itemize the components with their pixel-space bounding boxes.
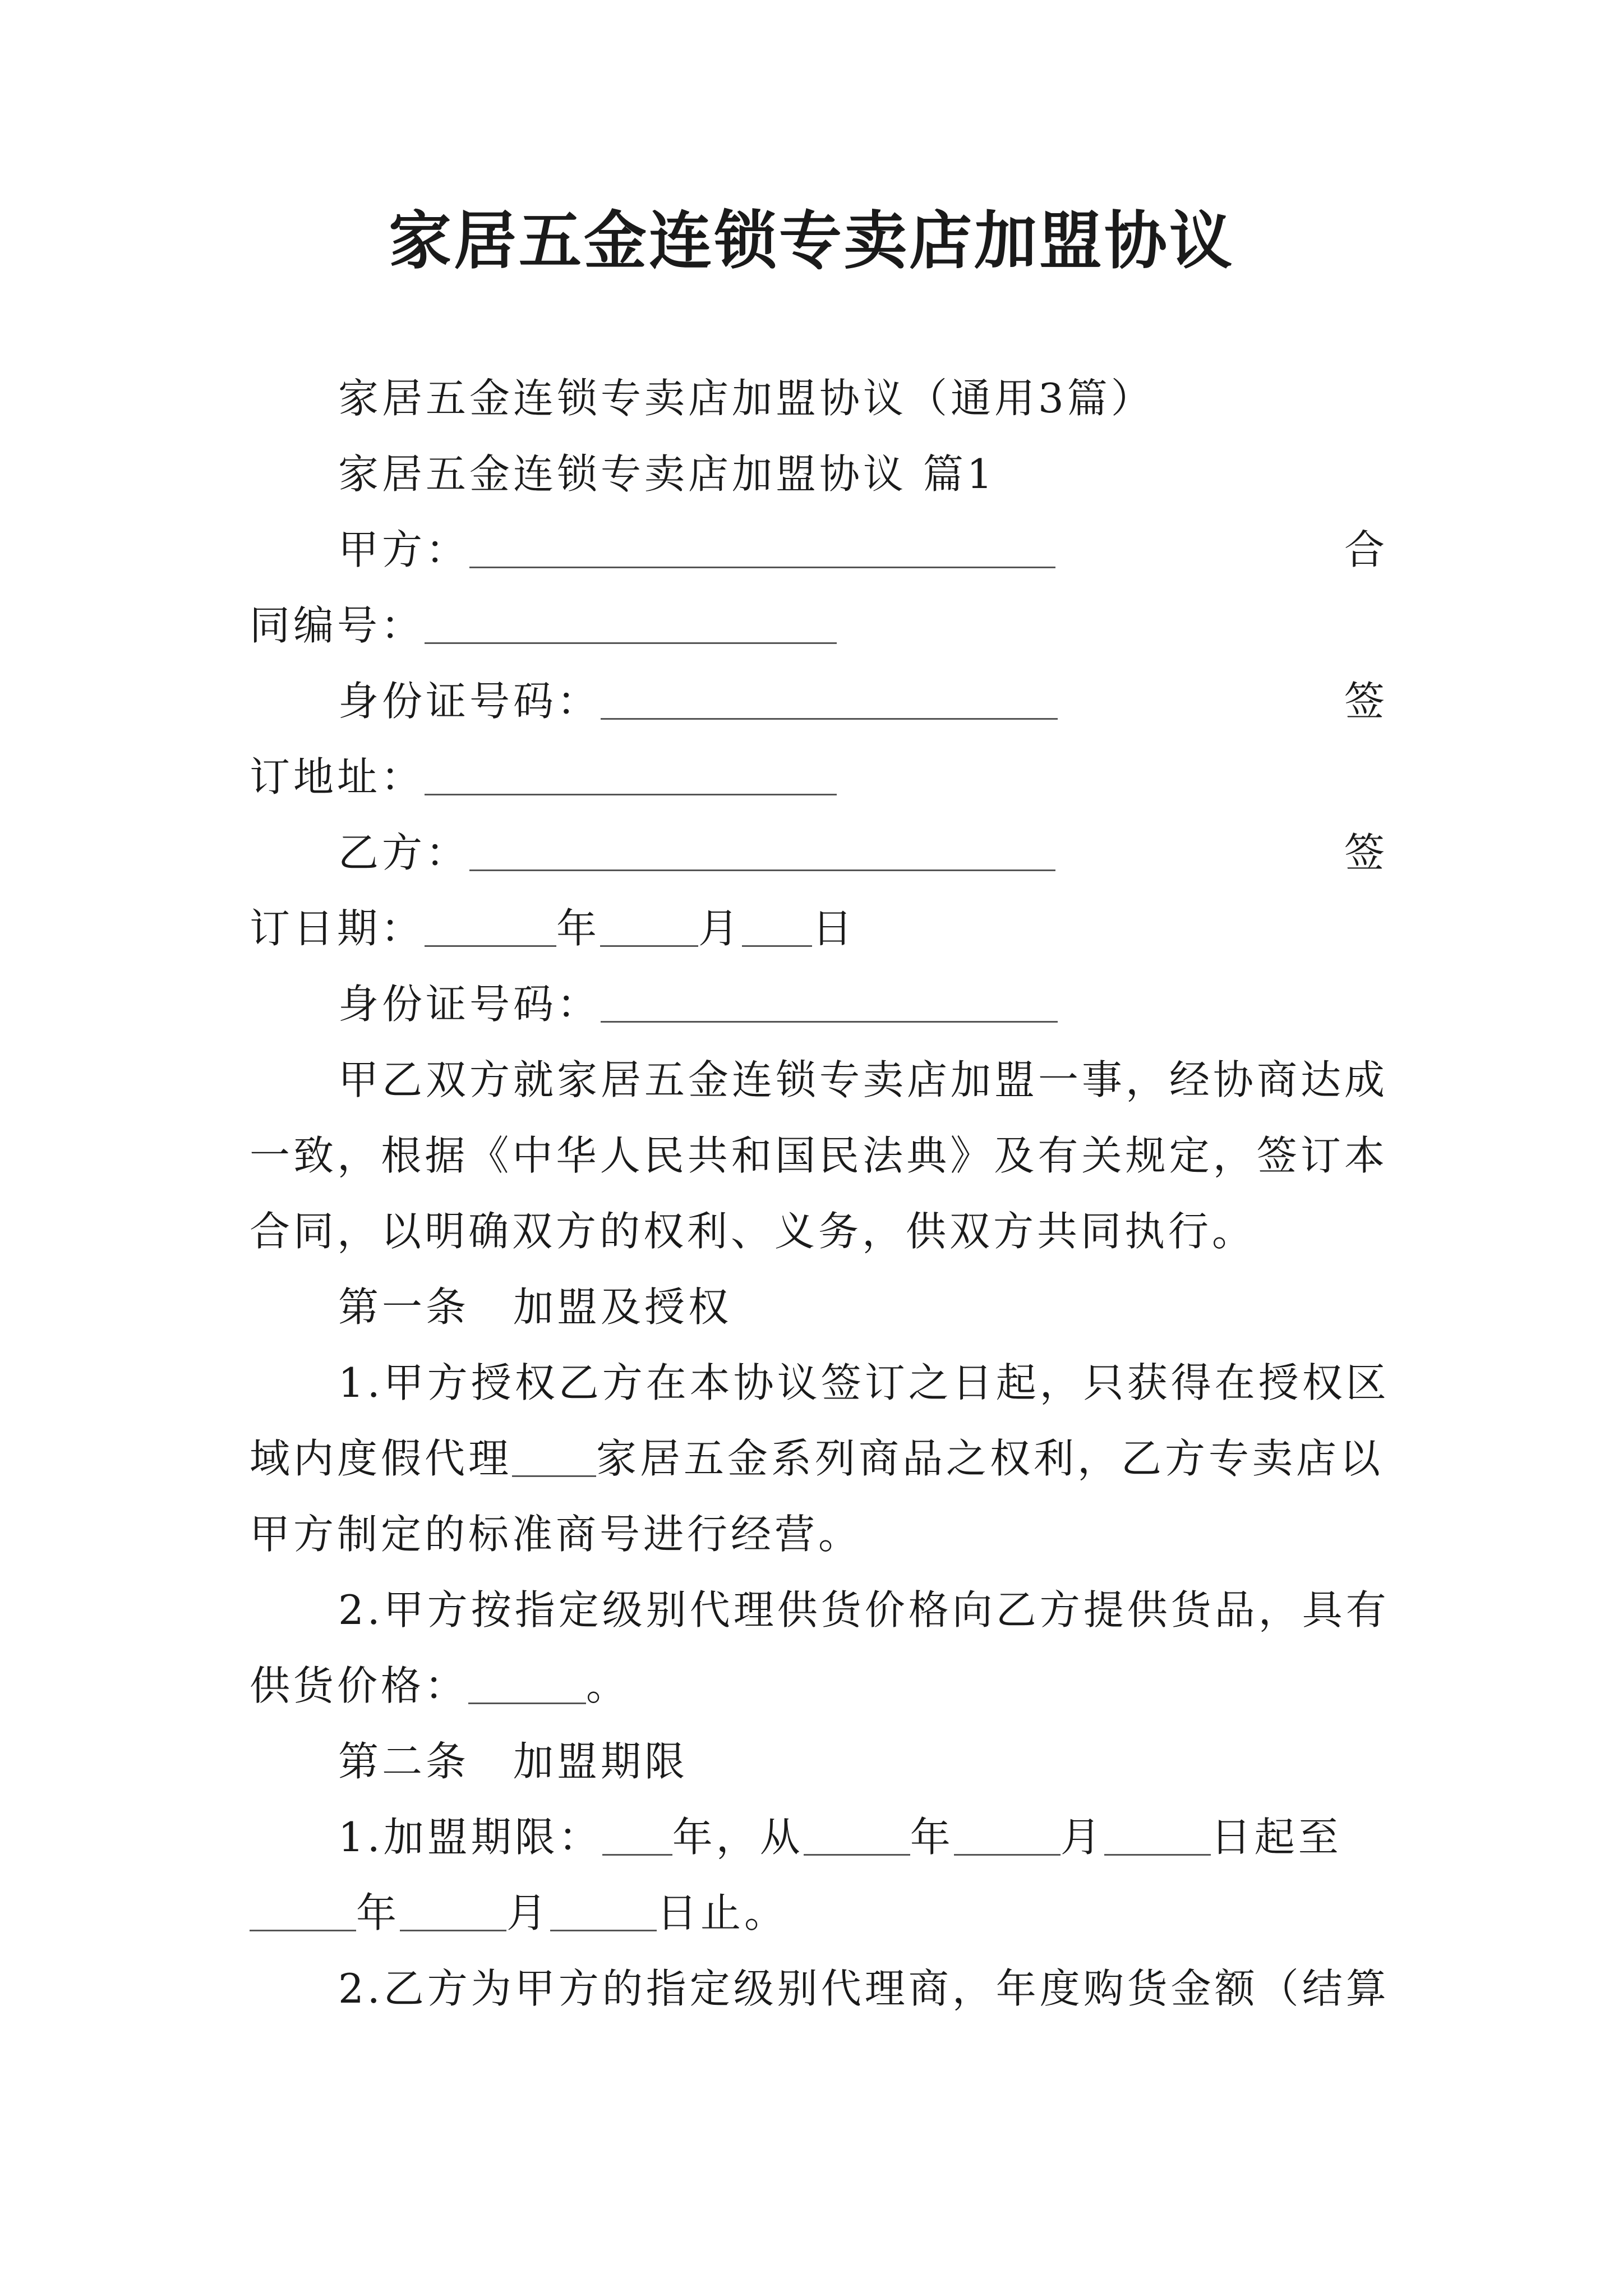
end-day-blank[interactable] bbox=[550, 1894, 657, 1931]
intro-line-3: 合同，以明确双方的权利、义务，供双方共同执行。 bbox=[250, 1208, 1256, 1255]
article-1-heading: 第一条 加盟及授权 bbox=[338, 1283, 732, 1331]
sign-date-line bbox=[250, 900, 1388, 956]
contract-no-label: 同编号： bbox=[250, 602, 425, 649]
article-1-1-pre: 域内度假代理 bbox=[250, 1435, 513, 1482]
contract-no-line bbox=[250, 597, 1388, 654]
article-1-1-line-1: 1.甲方授权乙方在本协议签订之日起，只获得在授权区 bbox=[338, 1359, 1390, 1406]
article-1-1-line-3: 甲方制定的标准商号进行经营。 bbox=[250, 1511, 863, 1558]
start-year-label: 年 bbox=[910, 1814, 954, 1861]
article-2-1-line-1 bbox=[250, 1809, 1388, 1865]
sign-addr-line bbox=[250, 749, 1388, 805]
start-day-label: 日起至 bbox=[1210, 1814, 1342, 1861]
id-a-blank[interactable] bbox=[601, 682, 1058, 720]
contract-no-prefix: 合 bbox=[1344, 526, 1388, 573]
document-title: 家居五金连锁专卖店加盟协议 bbox=[389, 204, 1234, 278]
sign-addr-prefix: 签 bbox=[1344, 678, 1388, 725]
contract-no-blank[interactable] bbox=[425, 606, 837, 644]
start-year-blank[interactable] bbox=[804, 1818, 910, 1856]
sign-day-blank[interactable] bbox=[742, 909, 812, 947]
day-label: 日 bbox=[812, 905, 856, 952]
party-b-label: 乙方： bbox=[338, 829, 470, 876]
article-2-1-line-2 bbox=[250, 1885, 1388, 1941]
sign-date-prefix: 签 bbox=[1344, 829, 1388, 876]
end-day-label: 日止。 bbox=[657, 1889, 789, 1936]
article-1-1-post: 家居五金系列商品之权利，乙方专卖店以 bbox=[596, 1435, 1384, 1482]
end-month-label: 月 bbox=[506, 1889, 551, 1936]
part-heading: 家居五金连锁专卖店加盟协议 篇1 bbox=[338, 450, 996, 498]
year-label: 年 bbox=[556, 905, 601, 952]
id-a-line bbox=[250, 673, 1388, 729]
article-2-2-line-1: 2.乙方为甲方的指定级别代理商，年度购货金额（结算 bbox=[338, 1965, 1390, 2012]
supply-price-label: 供货价格： bbox=[250, 1662, 469, 1709]
article-2-heading: 第二条 加盟期限 bbox=[338, 1738, 689, 1785]
end-month-blank[interactable] bbox=[400, 1894, 506, 1931]
start-month-blank[interactable] bbox=[954, 1818, 1061, 1856]
term-from: 年，从 bbox=[672, 1814, 804, 1861]
intro-line-2: 一致，根据《中华人民共和国民法典》及有关规定，签订本 bbox=[250, 1132, 1388, 1179]
party-b-line bbox=[250, 825, 1388, 881]
term-years-blank[interactable] bbox=[602, 1818, 672, 1856]
end-year-label: 年 bbox=[356, 1889, 400, 1936]
party-a-label: 甲方： bbox=[338, 526, 470, 573]
term-label: 1.加盟期限： bbox=[338, 1814, 602, 1861]
sign-date-label: 订日期： bbox=[250, 905, 425, 952]
brand-blank[interactable] bbox=[512, 1439, 596, 1477]
intro-line-1: 甲乙双方就家居五金连锁专卖店加盟一事，经协商达成 bbox=[338, 1056, 1389, 1103]
supply-price-blank[interactable] bbox=[468, 1667, 586, 1704]
id-b-line bbox=[250, 976, 1388, 1032]
id-b-label: 身份证号码： bbox=[338, 981, 601, 1028]
party-a-line bbox=[250, 522, 1388, 578]
month-label: 月 bbox=[698, 905, 743, 952]
sign-year-blank[interactable] bbox=[425, 909, 556, 947]
id-b-blank[interactable] bbox=[601, 985, 1058, 1023]
party-a-blank[interactable] bbox=[469, 531, 1055, 568]
start-month-label: 月 bbox=[1060, 1814, 1104, 1861]
end-year-blank[interactable] bbox=[250, 1894, 356, 1931]
article-1-2-line-2 bbox=[250, 1658, 1388, 1714]
subtitle: 家居五金连锁专卖店加盟协议（通用3篇） bbox=[338, 375, 1155, 422]
id-a-label: 身份证号码： bbox=[338, 678, 601, 725]
sign-addr-label: 订地址： bbox=[250, 753, 425, 800]
sign-addr-blank[interactable] bbox=[425, 758, 837, 795]
party-b-blank[interactable] bbox=[469, 834, 1055, 871]
article-1-2-line-1: 2.甲方按指定级别代理供货价格向乙方提供货品，具有 bbox=[338, 1586, 1390, 1634]
start-day-blank[interactable] bbox=[1104, 1818, 1211, 1856]
article-1-1-line-2 bbox=[250, 1430, 1388, 1487]
supply-price-end: 。 bbox=[586, 1662, 630, 1709]
sign-month-blank[interactable] bbox=[600, 909, 698, 947]
